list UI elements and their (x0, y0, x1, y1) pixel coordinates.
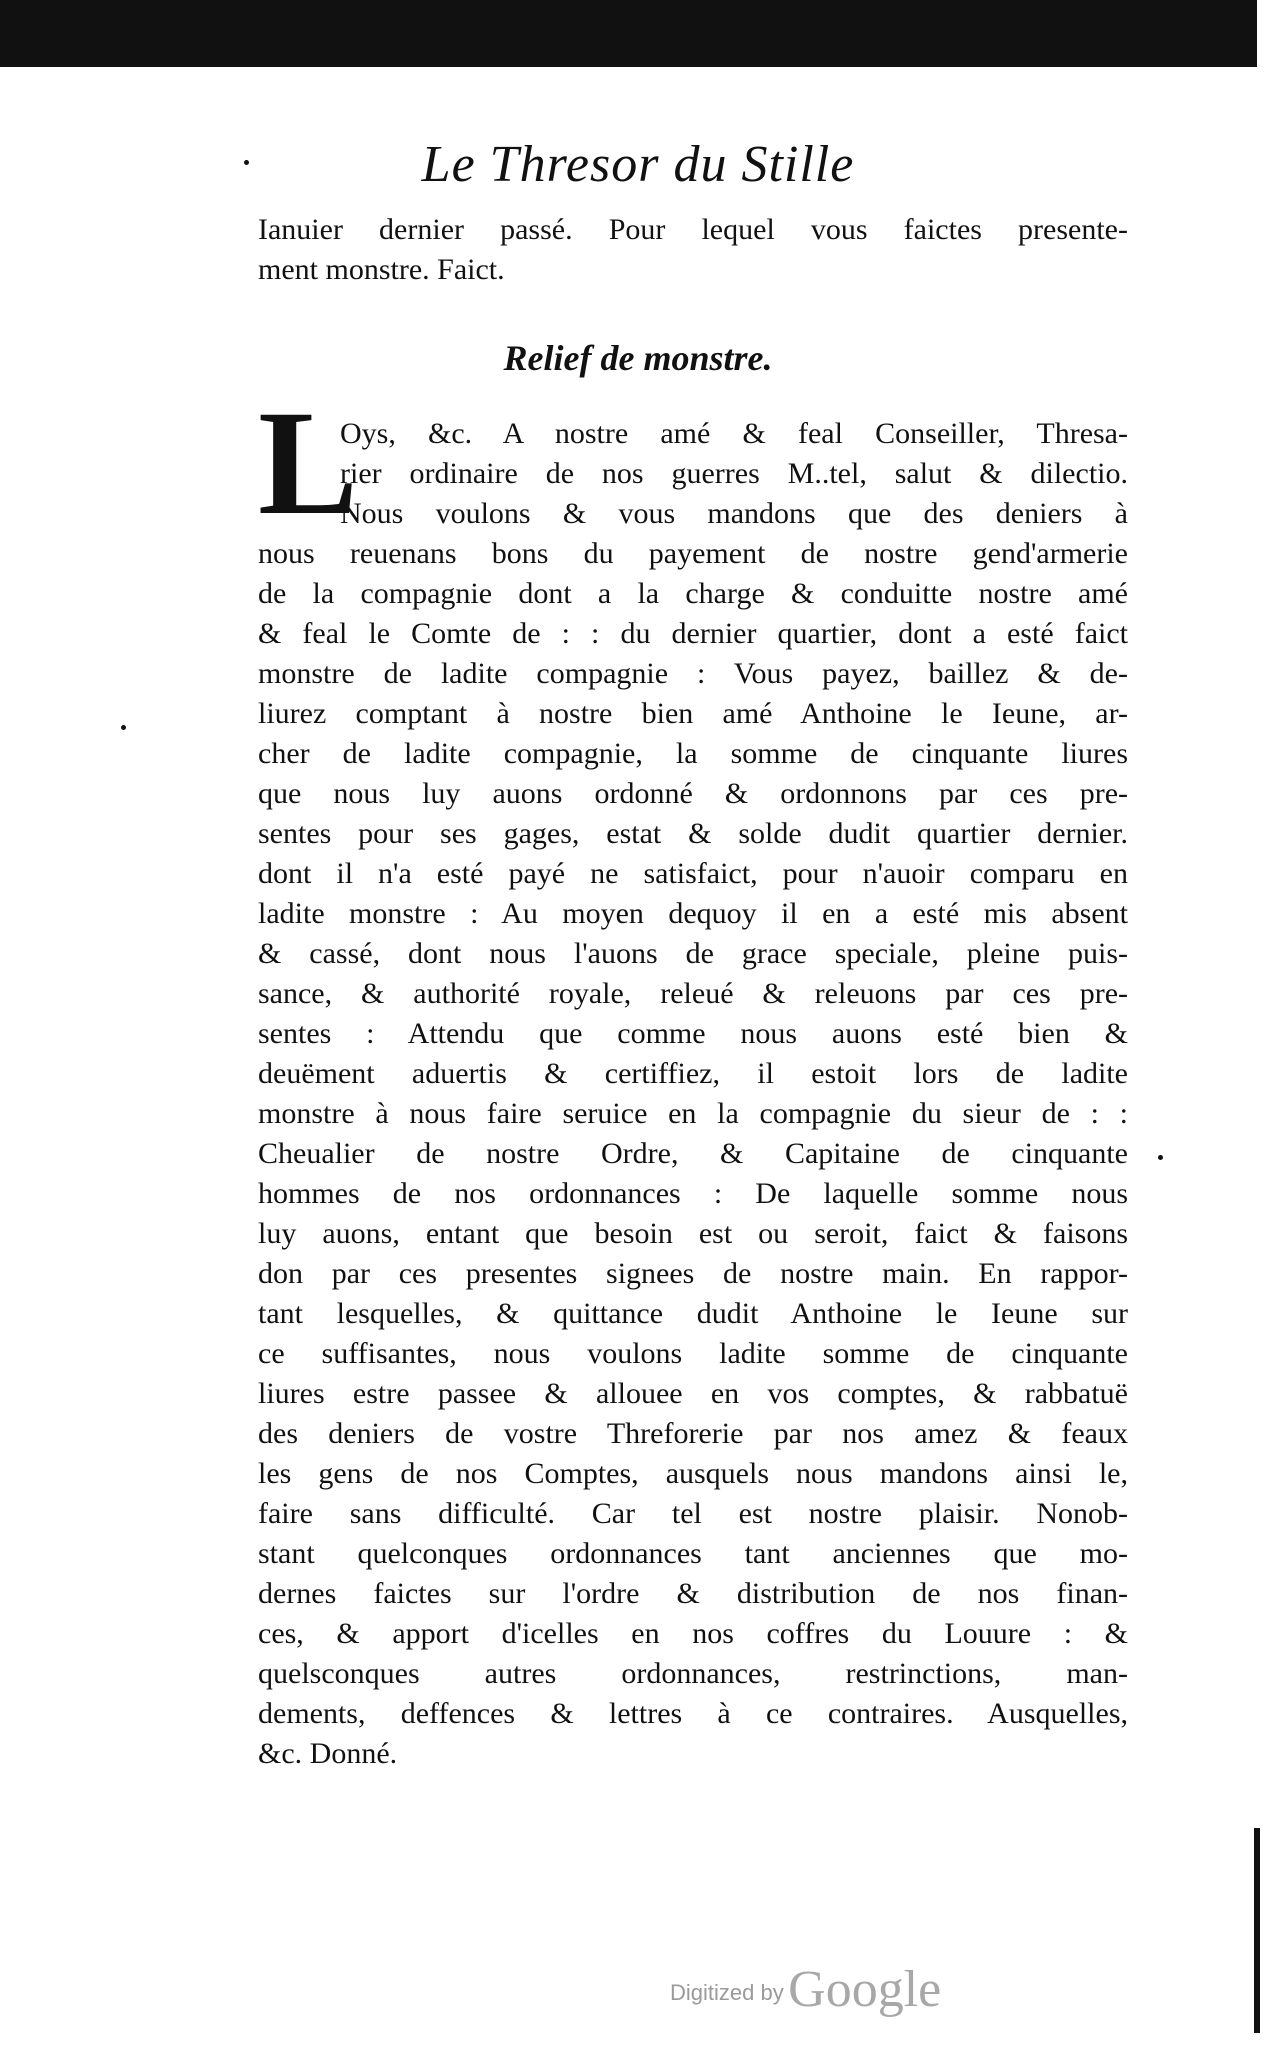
running-title: Le Thresor du Stille (421, 136, 855, 193)
text-line: ladite monstre : Au moyen dequoy il en a esté mis absent (258, 897, 1128, 930)
text-line: Cheualier de nostre Ordre, & Capitaine de cinquante (258, 1137, 1128, 1170)
text-line: quelsconques autres ordonnances, restrinctions, man- (258, 1657, 1128, 1690)
text-line: monstre de ladite compagnie : Vous payez, baillez & de- (258, 657, 1128, 690)
text-line: ment monstre. Faict. (258, 253, 505, 286)
text-line: dernes faictes sur l'ordre & distribution de nos finan- (258, 1577, 1128, 1610)
text-line: dont il n'a esté payé ne satisfaict, pour n'auoir comparu en (258, 857, 1128, 890)
drop-cap-initial: L (258, 380, 359, 546)
text-line: liurez comptant à nostre bien amé Anthoine le Ieune, ar- (258, 697, 1128, 730)
text-line: liures estre passee & allouee en vos comptes, & rabbatuë (258, 1377, 1128, 1410)
text-line: & cassé, dont nous l'auons de grace speciale, pleine puis- (258, 937, 1128, 970)
text-line: de la compagnie dont a la charge & conduitte nostre amé (258, 577, 1128, 610)
text-line: dements, deffences & lettres à ce contraires. Ausquelles, (258, 1697, 1128, 1730)
scan-right-edge (1254, 1828, 1260, 2033)
watermark-brand: Google (788, 1961, 942, 2018)
text-line: sance, & authorité royale, releué & releuons par ces pre- (258, 977, 1128, 1010)
text-line: nous reuenans bons du payement de nostre gend'armerie (258, 537, 1128, 570)
text-line: que nous luy auons ordonné & ordonnons par ces pre- (258, 777, 1128, 810)
text-line: don par ces presentes signees de nostre main. En rappor- (258, 1257, 1128, 1290)
text-line: des deniers de vostre Threforerie par nos amez & feaux (258, 1417, 1128, 1450)
text-line: hommes de nos ordonnances : De laquelle somme nous (258, 1177, 1128, 1210)
text-line: & feal le Comte de : : du dernier quartier, dont a esté faict (258, 617, 1128, 650)
text-line: Nous voulons & vous mandons que des deniers à (340, 497, 1128, 530)
text-line: Ianuier dernier passé. Pour lequel vous faictes presente- (258, 213, 1128, 246)
continuation-text (258, 210, 1128, 290)
margin-speck (121, 725, 126, 730)
margin-speck (1158, 1155, 1163, 1160)
text-line: sentes : Attendu que comme nous auons esté bien & (258, 1017, 1128, 1050)
text-line: &c. Donné. (258, 1737, 398, 1770)
text-line: deuëment aduertis & certiffiez, il estoit lors de ladite (258, 1057, 1128, 1090)
scan-top-border (0, 0, 1257, 67)
text-line: luy auons, entant que besoin est ou seroit, faict & faisons (258, 1217, 1128, 1250)
text-line: stant quelconques ordonnances tant anciennes que mo- (258, 1537, 1128, 1570)
watermark-prefix: Digitized by (670, 1980, 784, 2005)
text-line: ce suffisantes, nous voulons ladite somme de cinquante (258, 1337, 1128, 1370)
letter-body (258, 414, 1128, 1774)
section-heading: Relief de monstre. (503, 338, 773, 378)
text-line: cher de ladite compagnie, la somme de cinquante liures (258, 737, 1128, 770)
text-line: tant lesquelles, & quittance dudit Anthoine le Ieune sur (258, 1297, 1128, 1330)
text-line: Oys, &c. A nostre amé & feal Conseiller, Thresa- (340, 417, 1128, 450)
text-line: sentes pour ses gages, estat & solde dudit quartier dernier. (258, 817, 1128, 850)
text-line: les gens de nos Comptes, ausquels nous mandons ainsi le, (258, 1457, 1128, 1490)
text-line: rier ordinaire de nos guerres M..tel, salut & dilectio. (340, 457, 1128, 490)
digitized-watermark (670, 1960, 941, 2019)
text-line: faire sans difficulté. Car tel est nostre plaisir. Nonob- (258, 1497, 1128, 1530)
text-line: ces, & apport d'icelles en nos coffres du Louure : & (258, 1617, 1128, 1650)
text-line: monstre à nous faire seruice en la compagnie du sieur de : : (258, 1097, 1128, 1130)
